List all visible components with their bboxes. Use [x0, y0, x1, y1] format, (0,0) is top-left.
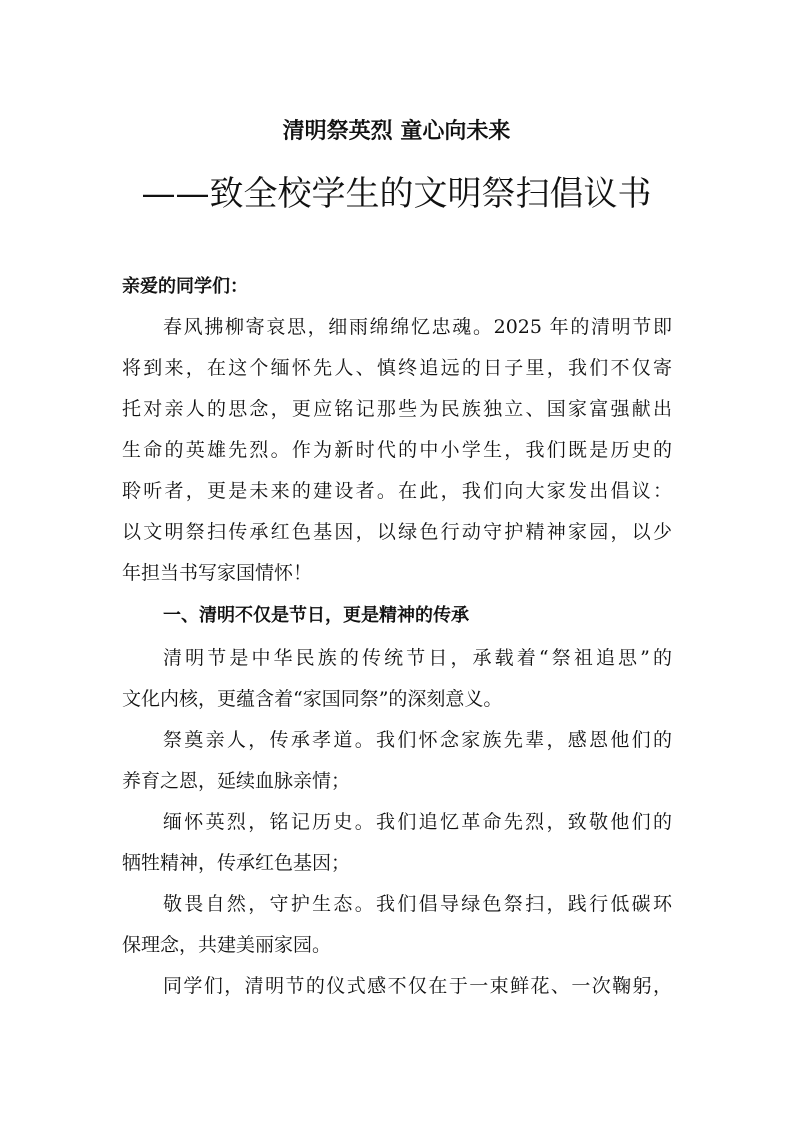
paragraph-line: 同学们，清明节的仪式感不仅在于一束鲜花、一次鞠躬，	[163, 975, 672, 997]
paragraph-line: 聆听者，更是未来的建设者。在此，我们向大家发出倡议：	[122, 480, 672, 502]
paragraph-line: 春风拂柳寄哀思，细雨绵绵忆忠魂。2025 年的清明节即	[163, 316, 672, 338]
paragraph-line: 将到来，在这个缅怀先人、慎终追远的日子里，我们不仅寄	[122, 357, 672, 379]
paragraph-line: 养育之恩，延续血脉亲情；	[122, 770, 351, 792]
paragraph-line: 祭奠亲人，传承孝道。我们怀念家族先辈，感恩他们的	[163, 729, 672, 751]
paragraph-line: 年担当书写家国情怀！	[122, 562, 313, 584]
paragraph-line: 清明节是中华民族的传统节日，承载着“祭祖追思”的	[163, 647, 672, 669]
paragraph-line: 缅怀英烈，铭记历史。我们追忆革命先烈，致敬他们的	[163, 811, 672, 833]
paragraph-line: 托对亲人的思念，更应铭记那些为民族独立、国家富强献出	[122, 398, 672, 420]
document-title: 清明祭英烈 童心向未来	[282, 119, 511, 144]
paragraph-line: 牺牲精神，传承红色基因；	[122, 852, 351, 874]
paragraph-line: 敬畏自然，守护生态。我们倡导绿色祭扫，践行低碳环	[163, 893, 672, 915]
paragraph-line: 以文明祭扫传承红色基因，以绿色行动守护精神家园，以少	[122, 521, 672, 543]
paragraph-line: 保理念，共建美丽家园。	[122, 934, 332, 956]
paragraph-line: 生命的英雄先烈。作为新时代的中小学生，我们既是历史的	[122, 439, 672, 461]
document-subtitle: ——致全校学生的文明祭扫倡议书	[141, 174, 652, 214]
greeting: 亲爱的同学们：	[122, 276, 248, 297]
paragraph-line: 文化内核，更蕴含着“家国同祭”的深刻意义。	[122, 688, 503, 710]
section-heading: 一、清明不仅是节日，更是精神的传承	[163, 605, 469, 626]
